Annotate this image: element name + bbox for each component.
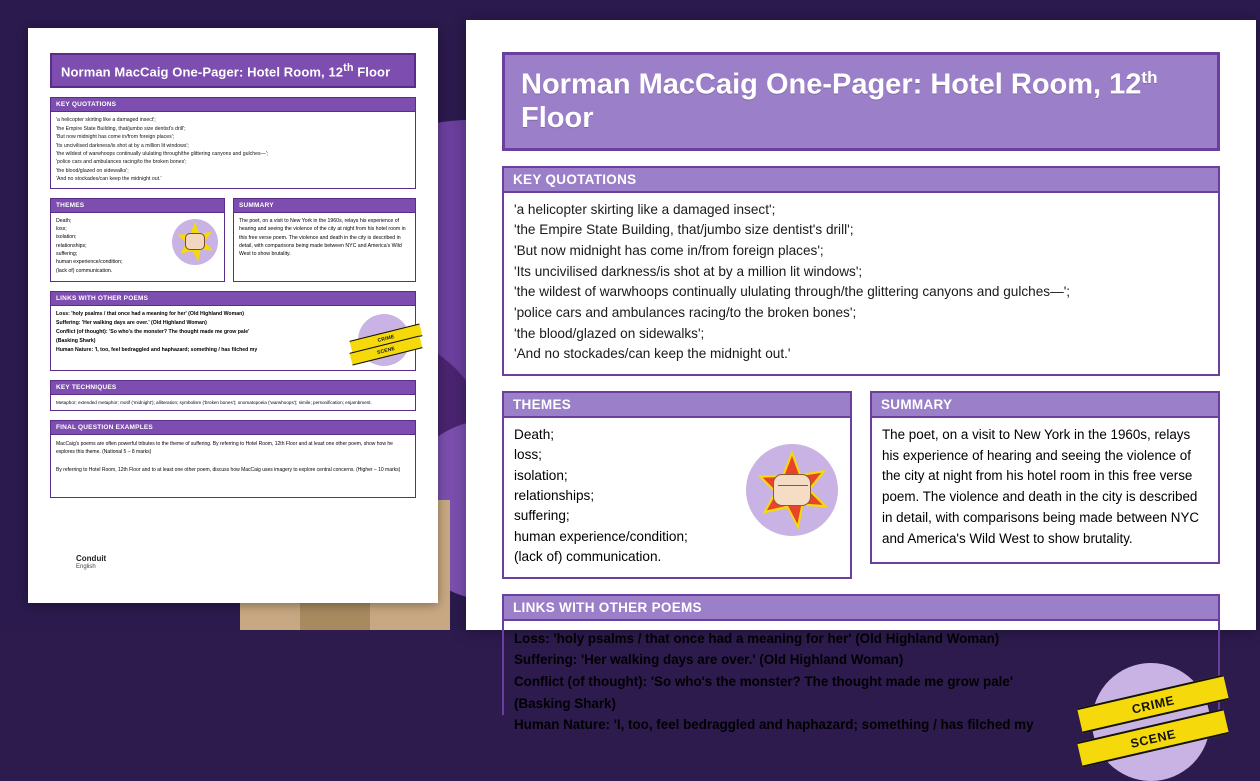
link-item: (Basking Shark) xyxy=(514,695,616,711)
page-title: Norman MacCaig One-Pager: Hotel Room, 12th Floor xyxy=(502,52,1220,151)
thumbnail-links-heading: LINKS WITH OTHER POEMS xyxy=(50,291,416,305)
quotation-item: 'the blood/glazed on sidewalks'; xyxy=(56,167,129,174)
thumbnail-themes-heading: THEMES xyxy=(50,198,225,212)
themes-box xyxy=(502,416,852,579)
summary-heading: SUMMARY xyxy=(870,391,1220,416)
themes-heading: THEMES xyxy=(502,391,852,416)
theme-item: (lack of) communication. xyxy=(514,549,662,565)
key-quotations-box xyxy=(502,191,1220,376)
link-item: Human Nature: 'I, too, feel bedraggled and haphazard; something / has filched my xyxy=(514,717,1034,733)
link-item: Human Nature: 'I, too, feel bedraggled and haphazard; something / has filched my xyxy=(56,347,258,354)
thumbnail-summary-heading: SUMMARY xyxy=(233,198,416,212)
themes-section xyxy=(502,391,852,579)
worksheet-main-page[interactable] xyxy=(466,20,1256,751)
quotation-item: 'the blood/glazed on sidewalks'; xyxy=(514,325,705,341)
quotation-item: 'the wildest of warwhoops continually ululating through/the glittering canyons and gulches—'; xyxy=(56,151,269,158)
brand-logo xyxy=(76,554,106,572)
theme-item: suffering; xyxy=(56,250,78,257)
link-item: Loss: 'holy psalms / that once had a meaning for her' (Old Highland Woman) xyxy=(56,310,244,317)
thumbnail-page-title: Norman MacCaig One-Pager: Hotel Room, 12th Floor xyxy=(50,53,416,88)
quotation-item: 'the Empire State Building, that/jumbo size dentist's drill'; xyxy=(56,125,186,132)
quotation-item: 'the wildest of warwhoops continually ululating through/the glittering canyons and gulches—'; xyxy=(514,284,1071,300)
quotation-item: 'Its uncivilised darkness/is shot at by a million lit windows'; xyxy=(514,263,863,279)
quotation-item: 'And no stockades/can keep the midnight out.' xyxy=(56,176,162,183)
brand-logo-name: Conduit xyxy=(76,553,107,563)
links-section xyxy=(502,594,1220,751)
theme-item: isolation; xyxy=(514,467,568,483)
key-quotations-heading: KEY QUOTATIONS xyxy=(502,166,1220,191)
thumbnail-summary-box: The poet, on a visit to New York in the 1960s, relays his experience of hearing and seeing the violence of the city at night from his hotel room in this free verse poem. The violence and death in the city is described in detail, with comparisons being made between NYC and America's Wild West to show brutality. xyxy=(233,212,416,282)
quotation-item: 'a helicopter skirting like a damaged insect'; xyxy=(56,117,156,124)
links-heading: LINKS WITH OTHER POEMS xyxy=(502,594,1220,619)
quotation-item: 'a helicopter skirting like a damaged insect'; xyxy=(514,201,776,217)
crime-scene-tape-icon xyxy=(1092,663,1210,781)
quotation-item: 'police cars and ambulances racing/to the broken bones'; xyxy=(514,304,857,320)
crime-tape-line-1: CRIME xyxy=(349,323,422,353)
summary-box: The poet, on a visit to New York in the 1960s, relays his experience of hearing and seeing the violence of the city at night from his hotel room in this free verse poem. The violence and death in the city is described in detail, with comparisons being made between NYC and America's Wild West to show brutality. xyxy=(870,416,1220,564)
thumbnail-key-quotations-heading: KEY QUOTATIONS xyxy=(50,97,416,111)
link-item: Suffering: 'Her walking days are over.' (Old Highland Woman) xyxy=(56,319,207,326)
brand-logo-subtitle: English xyxy=(76,563,96,570)
thumbnail-final-question-heading: FINAL QUESTION EXAMPLES xyxy=(50,420,416,434)
theme-item: suffering; xyxy=(514,508,570,524)
thumbnail-key-quotations-box xyxy=(50,111,416,188)
link-item: Loss: 'holy psalms / that once had a meaning for her' (Old Highland Woman) xyxy=(514,630,1000,646)
theme-item: (lack of) communication. xyxy=(56,267,113,274)
thumbnail-techniques-box: Metaphor; extended metaphor; motif ('midnight'); alliteration; symbolism ('broken bones'); onomatopoeia ('warwhoops'); simile; personification; enjambment. xyxy=(50,394,416,411)
link-item: (Basking Shark) xyxy=(56,337,96,344)
theme-item: relationships; xyxy=(514,488,595,504)
crime-scene-tape-icon xyxy=(358,314,410,366)
quotation-item: 'But now midnight has come in/from foreign places'; xyxy=(514,242,824,258)
thumbnail-techniques-heading: KEY TECHNIQUES xyxy=(50,380,416,394)
final-question-item: MacCaig's poems are often powerful tributes to the theme of suffering. By referring to Hotel Room, 12th Floor and at least one other poem, show how he explores this theme. (National 5 – 8 marks) xyxy=(56,440,393,456)
theme-item: relationships; xyxy=(56,242,87,249)
fist-star-emblem-icon xyxy=(172,219,218,265)
theme-item: isolation; xyxy=(56,234,77,241)
fist-star-emblem-icon xyxy=(746,444,838,536)
thumbnail-final-question-box xyxy=(50,434,416,499)
worksheet-thumbnail-page[interactable] xyxy=(28,28,438,603)
crime-tape-line-2: SCENE xyxy=(1077,708,1229,767)
link-item: Conflict (of thought): 'So who's the monster? The thought made me grow pale' xyxy=(514,674,1014,690)
thumbnail-links-box xyxy=(50,305,416,371)
crime-tape-line-2: SCENE xyxy=(349,335,422,365)
theme-item: Death; xyxy=(56,217,72,224)
theme-item: human experience/condition; xyxy=(56,259,123,266)
quotation-item: 'But now midnight has come in/from foreign places'; xyxy=(56,134,175,141)
final-question-item: By referring to Hotel Room, 12th Floor and to at least one other poem, discuss how MacCaig uses imagery to explore central concerns. (Higher – 10 marks) xyxy=(56,466,401,473)
crime-tape-line-1: CRIME xyxy=(1077,674,1229,733)
quotation-item: 'police cars and ambulances racing/to the broken bones'; xyxy=(56,159,187,166)
link-item: Conflict (of thought): 'So who's the monster? The thought made me grow pale' xyxy=(56,328,250,335)
key-quotations-section xyxy=(502,166,1220,376)
links-box xyxy=(502,619,1220,751)
theme-item: Death; xyxy=(514,426,555,442)
summary-section xyxy=(870,391,1220,579)
quotation-item: 'And no stockades/can keep the midnight out.' xyxy=(514,346,791,362)
quotation-item: 'Its uncivilised darkness/is shot at by a million lit windows'; xyxy=(56,142,189,149)
quotation-item: 'the Empire State Building, that/jumbo size dentist's drill'; xyxy=(514,222,854,238)
theme-item: loss; xyxy=(514,447,542,463)
theme-item: human experience/condition; xyxy=(514,528,688,544)
link-item: Suffering: 'Her walking days are over.' (Old Highland Woman) xyxy=(514,652,904,668)
theme-item: loss; xyxy=(56,226,67,233)
thumbnail-themes-box xyxy=(50,212,225,282)
